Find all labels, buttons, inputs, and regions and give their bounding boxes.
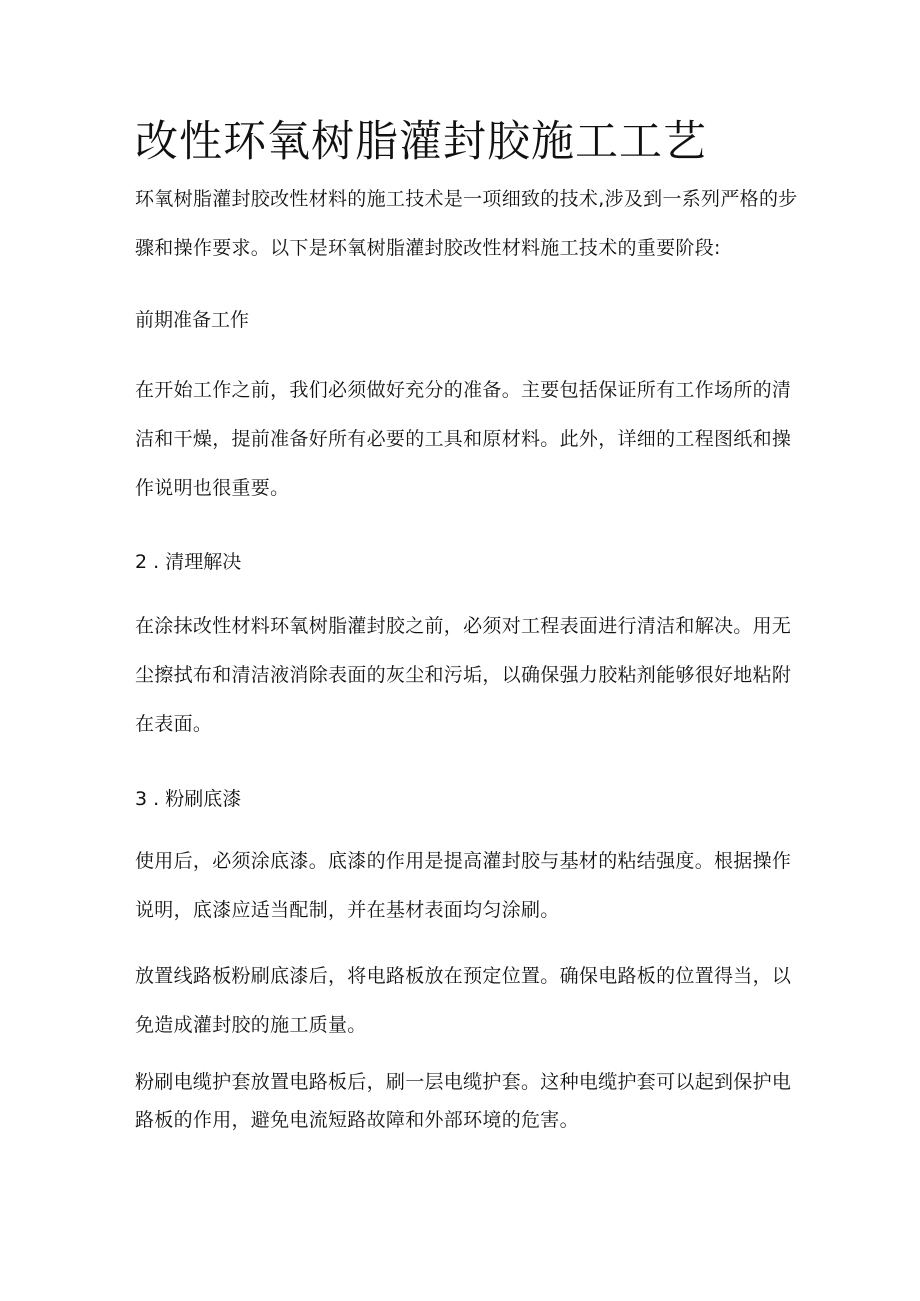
section-heading-primer: 3 . 粉刷底漆	[135, 788, 242, 810]
section-heading-cleaning: 2 . 清理解决	[135, 551, 242, 573]
document-title: 改性环氧树脂灌封胶施工工艺	[135, 117, 707, 167]
section-body-cleaning: 在涂抹改性材料环氧树脂灌封胶之前，必须对工程表面进行清洁和解决。用无尘擦拭布和清洁液消除表面的灰尘和污垢，以确保强力胶粘剂能够很好地粘附在表面。	[135, 615, 792, 735]
section-heading-preparation: 前期准备工作	[135, 309, 250, 331]
section-body-preparation: 在开始工作之前，我们必须做好充分的准备。主要包括保证所有工作场所的清洁和干燥，提前准备好所有必要的工具和原材料。此外，详细的工程图纸和操作说明也很重要。	[135, 379, 792, 499]
section-body-circuit-board: 放置线路板粉刷底漆后，将电路板放在预定位置。确保电路板的位置得当，以免造成灌封胶的施工质量。	[135, 965, 792, 1036]
section-body-primer: 使用后，必须涂底漆。底漆的作用是提高灌封胶与基材的粘结强度。根据操作说明，底漆应适当配制，并在基材表面均匀涂刷。	[135, 850, 792, 921]
intro-paragraph: 环氧树脂灌封胶改性材料的施工技术是一项细致的技术,涉及到一系列严格的步骤和操作要求。以下是环氧树脂灌封胶改性材料施工技术的重要阶段:	[135, 188, 798, 259]
section-body-cable-sheath: 粉刷电缆护套放置电路板后，刷一层电缆护套。这种电缆护套可以起到保护电路板的作用，避免电流短路故障和外部环境的危害。	[135, 1071, 792, 1131]
